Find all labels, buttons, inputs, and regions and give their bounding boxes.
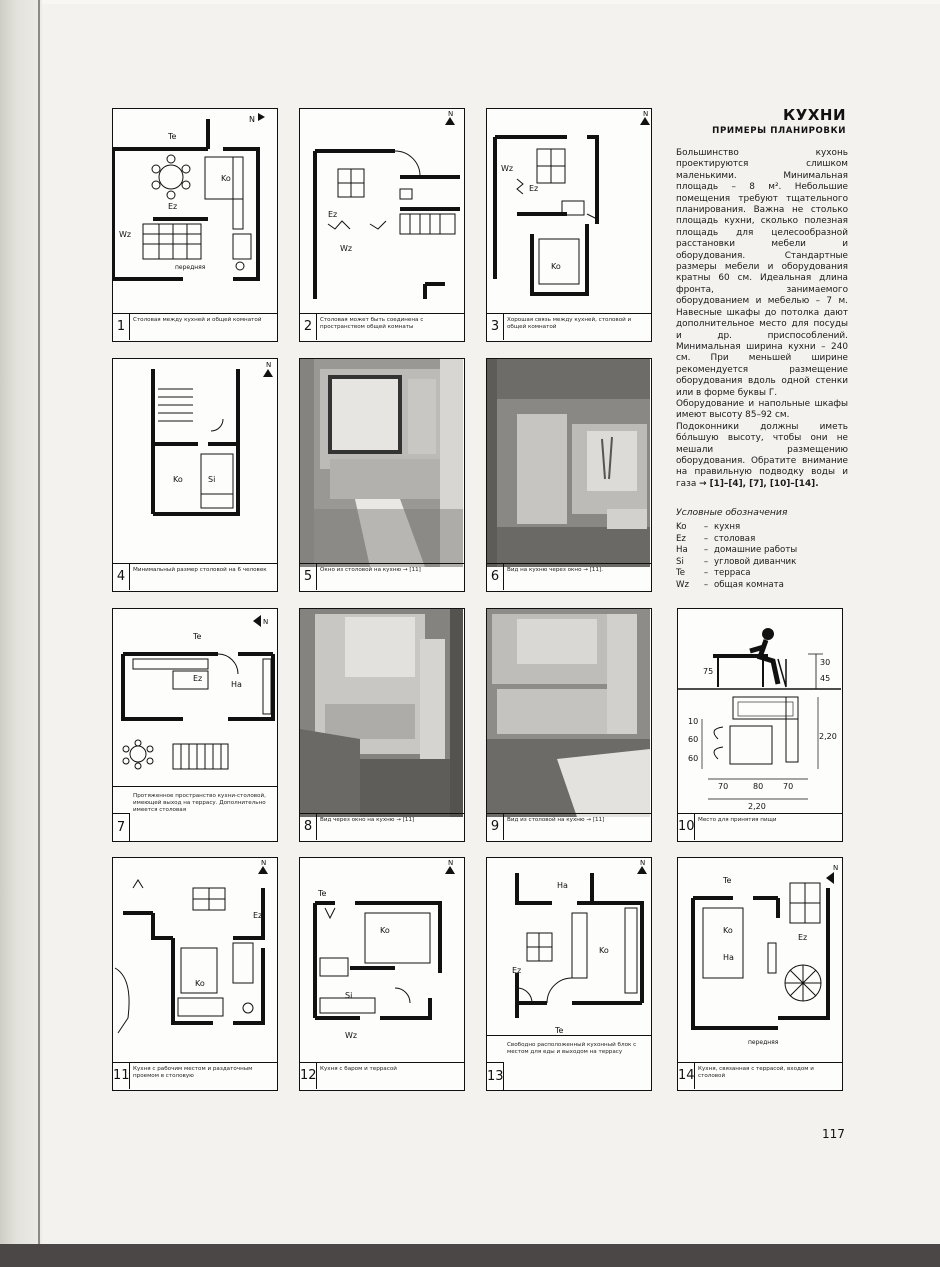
north-label: N bbox=[266, 361, 272, 369]
figure-caption-text: Кухня, связанная с террасой, входом и столовой bbox=[698, 1066, 814, 1079]
legend-value: терраса bbox=[714, 568, 751, 579]
figure-14 bbox=[677, 857, 843, 1091]
dim-10: 10 bbox=[688, 717, 699, 726]
figure-caption bbox=[487, 313, 651, 341]
gutter-fold-line bbox=[38, 0, 40, 1267]
figure-caption bbox=[678, 1062, 842, 1090]
north-label: N bbox=[263, 618, 269, 626]
north-label: N bbox=[448, 110, 454, 118]
room-label-te: Te bbox=[168, 132, 177, 141]
dim-60b: 60 bbox=[688, 754, 699, 763]
legend-dash: – bbox=[703, 568, 709, 579]
figure-caption bbox=[113, 1062, 277, 1090]
room-label-ko: Ko bbox=[221, 174, 231, 183]
room-label-ha: Ha bbox=[557, 881, 568, 890]
room-label-ez: Ez bbox=[798, 933, 808, 942]
room-label-ko: Ko bbox=[173, 475, 183, 484]
legend-row bbox=[676, 568, 797, 580]
dim-30: 30 bbox=[820, 658, 831, 667]
room-label-te: Te bbox=[318, 889, 327, 898]
figure-number: 7 bbox=[113, 813, 130, 841]
figure-caption-text: Хорошая связь между кухней, столовой и общей комнатой bbox=[507, 317, 632, 330]
room-label-wz: Wz bbox=[119, 230, 132, 239]
legend-dash: – bbox=[703, 556, 709, 567]
legend-key: Si bbox=[676, 556, 684, 567]
figure-caption bbox=[487, 563, 651, 591]
figure-number: 9 bbox=[487, 814, 504, 840]
room-label-wz: Wz bbox=[345, 1031, 358, 1040]
dim-45: 45 bbox=[820, 674, 831, 683]
dim-80: 80 bbox=[753, 782, 764, 791]
figure-11 bbox=[112, 857, 278, 1091]
room-label-si: Si bbox=[345, 991, 353, 1000]
legend-key: Ko bbox=[676, 522, 687, 532]
figure-1 bbox=[112, 108, 278, 342]
room-label-ez: Ez bbox=[193, 674, 203, 683]
figure-12 bbox=[299, 857, 465, 1091]
north-label: N bbox=[261, 859, 267, 867]
body-paragraph-2: Оборудование и напольные шкафы имеют высоту 85–92 см. bbox=[676, 398, 848, 421]
floor-plan-13 bbox=[487, 858, 650, 1038]
figure-number: 11 bbox=[113, 1063, 130, 1089]
room-label-ez: Ez bbox=[168, 202, 178, 211]
legend bbox=[676, 522, 797, 592]
dim-75: 75 bbox=[703, 667, 714, 676]
figure-references: → [1]–[4], [7], [10]–[14]. bbox=[699, 478, 819, 489]
floor-plan-7 bbox=[113, 609, 276, 789]
room-label-entrance: передняя bbox=[748, 1039, 779, 1046]
figure-caption bbox=[487, 1035, 651, 1090]
north-label: N bbox=[643, 110, 649, 118]
figure-caption-text: Протяженное пространство кухни-столовой, имеющей выход на террасу. Дополнительно имеется столовая bbox=[133, 793, 266, 813]
legend-key: Ha bbox=[676, 545, 688, 556]
figure-5 bbox=[299, 358, 465, 592]
room-label-ko: Ko bbox=[380, 926, 390, 935]
figure-number: 5 bbox=[300, 564, 317, 590]
legend-dash: – bbox=[703, 579, 709, 590]
room-label-entrance: передняя bbox=[175, 264, 206, 271]
figure-2 bbox=[299, 108, 465, 342]
legend-row bbox=[676, 545, 797, 557]
figure-caption bbox=[300, 813, 464, 841]
legend-key: Wz bbox=[676, 579, 690, 590]
room-label-si: Si bbox=[208, 475, 216, 484]
figure-caption-text: Вид из столовой на кухню → [11] bbox=[507, 817, 605, 823]
figure-caption bbox=[487, 813, 651, 841]
floor-plan-4 bbox=[113, 359, 276, 567]
figure-number: 6 bbox=[487, 564, 504, 590]
room-label-te: Te bbox=[193, 632, 202, 641]
room-label-te: Te bbox=[723, 876, 732, 885]
room-label-wz: Wz bbox=[340, 244, 353, 253]
figure-number: 13 bbox=[487, 1062, 504, 1090]
figure-caption-text: Вид через окно на кухню → [11] bbox=[320, 817, 415, 823]
floor-plan-14 bbox=[678, 858, 841, 1066]
floor-plan-12 bbox=[300, 858, 463, 1066]
legend-row bbox=[676, 534, 797, 546]
legend-key: Te bbox=[676, 568, 686, 579]
legend-row bbox=[676, 522, 797, 534]
room-label-wz: Wz bbox=[501, 164, 514, 173]
north-label: N bbox=[640, 859, 646, 867]
legend-value: столовая bbox=[714, 533, 756, 544]
book-bottom-edge bbox=[0, 1244, 940, 1267]
dim-60a: 60 bbox=[688, 735, 699, 744]
figure-caption-text: Кухня с рабочим местом и раздаточным проемом в столовую bbox=[133, 1066, 253, 1079]
figure-number: 8 bbox=[300, 814, 317, 840]
figure-caption bbox=[300, 1062, 464, 1090]
figure-number: 12 bbox=[300, 1063, 317, 1089]
figure-caption-text: Вид на кухню через окно → [11]. bbox=[507, 567, 604, 573]
dim-220-vertical: 2,20 bbox=[819, 732, 837, 741]
room-label-ha: Ha bbox=[723, 953, 734, 962]
page-subtitle: ПРИМЕРЫ ПЛАНИРОВКИ bbox=[712, 126, 846, 136]
figure-caption-text: Место для принятия пищи bbox=[698, 817, 777, 823]
room-label-ez: Ez bbox=[328, 210, 338, 219]
body-paragraph-3: Подоконники должны иметь бо́льшую высоту, чтобы они не мешали размещению оборудования. Обратите внимание на правильную подводку воды и газа bbox=[676, 421, 848, 489]
figure-caption bbox=[113, 313, 277, 341]
interior-photo-9 bbox=[487, 609, 650, 817]
legend-value: угловой диванчик bbox=[714, 556, 797, 567]
room-label-te: Te bbox=[555, 1026, 564, 1035]
dim-70b: 70 bbox=[783, 782, 794, 791]
room-label-ha: Ha bbox=[231, 680, 242, 689]
figure-9 bbox=[486, 608, 652, 842]
room-label-ko: Ko bbox=[723, 926, 733, 935]
figure-number: 3 bbox=[487, 314, 504, 340]
legend-dash: – bbox=[703, 545, 709, 556]
figure-caption bbox=[113, 563, 277, 591]
body-paragraph-1: Большинство кухонь проектируются слишком маленькими. Минимальная площадь – 8 м². Небольшие помещения требуют тщательного планирования. Важна не столько площадь кухни, сколько полезная площадь для целесообразной расстановки мебели и оборудования. Стандартные размеры мебели и оборудования кратны 60 см. Идеальная длина фронта, занимаемого оборудованием и мебелью – 7 м. Навесные шкафы до потолка дают дополнительное место для посуды и др. приспособлений. Минимальная ширина кухни – 240 см. При меньшей ширине рекомендуется размещение оборудования вдоль одной стенки или в форме буквы Г. bbox=[676, 148, 848, 398]
figure-caption-text: Столовая может быть соединена с пространством общей комнаты bbox=[320, 317, 424, 330]
figure-number: 1 bbox=[113, 314, 130, 340]
figure-number: 14 bbox=[678, 1063, 695, 1089]
figure-8 bbox=[299, 608, 465, 842]
interior-photo-6 bbox=[487, 359, 650, 567]
legend-dash: – bbox=[703, 533, 709, 544]
figure-caption-text: Столовая между кухней и общей комнатой bbox=[133, 317, 262, 323]
north-label: N bbox=[249, 115, 255, 124]
legend-title: Условные обозначения bbox=[676, 507, 788, 518]
floor-plan-3 bbox=[487, 109, 650, 317]
figure-caption-text: Окно из столовой на кухню → [11] bbox=[320, 567, 421, 573]
room-label-ez: Ez bbox=[253, 911, 263, 920]
dining-dimensions-diagram bbox=[678, 609, 841, 817]
north-label: N bbox=[448, 859, 454, 867]
book-gutter bbox=[0, 0, 42, 1267]
figure-caption-text: Минимальный размер столовой на 6 человек bbox=[133, 567, 267, 573]
figure-10 bbox=[677, 608, 843, 842]
figure-caption bbox=[300, 563, 464, 591]
figure-4 bbox=[112, 358, 278, 592]
figure-caption bbox=[113, 786, 277, 841]
legend-key: Ez bbox=[676, 533, 686, 544]
figure-caption-text: Свободно расположенный кухонный блок с местом для еды и выходом на террасу bbox=[507, 1042, 637, 1055]
figure-6 bbox=[486, 358, 652, 592]
figure-7 bbox=[112, 608, 278, 842]
legend-value: общая комната bbox=[714, 579, 784, 590]
interior-photo-5 bbox=[300, 359, 463, 567]
figure-3 bbox=[486, 108, 652, 342]
room-label-ez: Ez bbox=[529, 184, 539, 193]
figure-caption bbox=[678, 813, 842, 841]
legend-dash: – bbox=[703, 522, 709, 532]
page-top-edge bbox=[0, 0, 940, 4]
page-title: КУХНИ bbox=[783, 106, 846, 124]
page-number: 117 bbox=[822, 1127, 845, 1141]
figure-number: 4 bbox=[113, 564, 130, 590]
figure-number: 2 bbox=[300, 314, 317, 340]
figure-13 bbox=[486, 857, 652, 1091]
legend-row bbox=[676, 580, 797, 592]
floor-plan-1 bbox=[113, 109, 276, 317]
dim-70a: 70 bbox=[718, 782, 729, 791]
body-text bbox=[676, 148, 848, 490]
north-label: N bbox=[833, 864, 839, 872]
floor-plan-11 bbox=[113, 858, 276, 1066]
interior-photo-8 bbox=[300, 609, 463, 817]
dim-220-horizontal: 2,20 bbox=[748, 802, 766, 811]
figure-number: 10 bbox=[678, 814, 695, 840]
room-label-ko: Ko bbox=[599, 946, 609, 955]
legend-value: домашние работы bbox=[714, 545, 798, 556]
floor-plan-2 bbox=[300, 109, 463, 317]
figure-caption bbox=[300, 313, 464, 341]
legend-value: кухня bbox=[714, 522, 741, 532]
room-label-ko: Ko bbox=[195, 979, 205, 988]
room-label-ko: Ko bbox=[551, 262, 561, 271]
figure-caption-text: Кухня с баром и террасой bbox=[320, 1066, 397, 1072]
legend-row bbox=[676, 557, 797, 569]
room-label-ez: Ez bbox=[512, 966, 522, 975]
